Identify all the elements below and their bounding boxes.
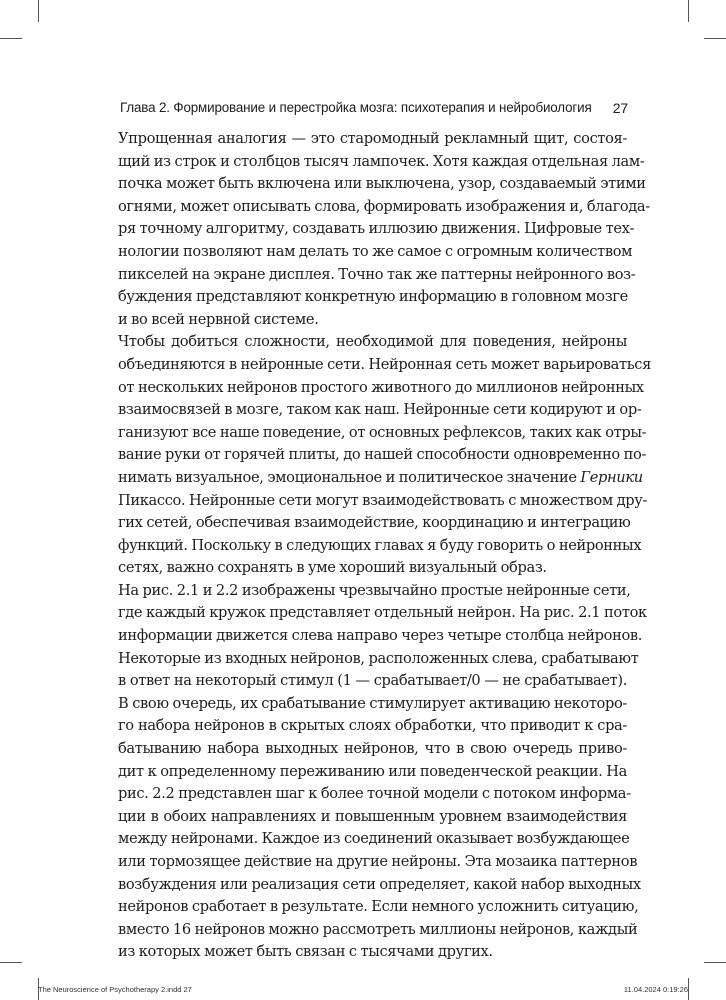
text-line: ции в обоих направлениях и повышенным уровнем взаимодействия bbox=[118, 807, 627, 825]
crop-mark bbox=[0, 38, 22, 39]
text-line: возбуждения или реализация сети определяет, какой набор выходных bbox=[118, 875, 641, 893]
text-line: рис. 2.2 представлен шаг к более точной модели с потоком информа- bbox=[118, 785, 631, 803]
paragraph bbox=[118, 128, 650, 331]
text-line: информации движется слева направо через четыре столбца нейронов. bbox=[118, 627, 643, 645]
text-line: нейронов сработает в результате. Если немного усложнить ситуацию, bbox=[118, 898, 639, 916]
text-line: почка может быть включена или выключена, узор, создаваемый этими bbox=[118, 175, 646, 193]
text-line: буждения представляют конкретную информацию в головном мозге bbox=[118, 288, 628, 306]
text-line: батыванию набора выходных нейронов, что в свою очередь приво- bbox=[118, 740, 627, 758]
text-line: В свою очередь, их срабатывание стимулирует активацию некоторо- bbox=[118, 694, 627, 712]
crop-mark bbox=[0, 962, 22, 963]
footer-timestamp: 11.04.2024 0:19:26 bbox=[623, 985, 688, 994]
text-line: в ответ на некоторый стимул (1 — срабатывает/0 — не срабатывает). bbox=[118, 672, 627, 690]
paragraph bbox=[118, 580, 647, 964]
paragraph bbox=[118, 331, 651, 580]
text-line: между нейронами. Каждое из соединений оказывает возбуждающее bbox=[118, 830, 630, 848]
text-line: На рис. 2.1 и 2.2 изображены чрезвычайно простые нейронные сети, bbox=[118, 581, 631, 599]
body-text bbox=[118, 128, 651, 964]
text-line: щий из строк и столбцов тысяч лампочек. Хотя каждая отдельная лам- bbox=[118, 152, 645, 170]
text-line: огнями, может описывать слова, формировать изображения и, благода- bbox=[118, 197, 650, 215]
text-line: Чтобы добиться сложности, необходимой для поведения, нейроны bbox=[118, 333, 627, 351]
text-line: сетях, важно сохранять в уме хороший визуальный образ. bbox=[118, 559, 547, 577]
text-line: го набора нейронов в скрытых слоях обработки, что приводит к сра- bbox=[118, 717, 627, 735]
page-number: 27 bbox=[612, 100, 628, 116]
text-line: Пикассо. Нейронные сети могут взаимодействовать с множеством дру- bbox=[118, 491, 648, 509]
text-line: Некоторые из входных нейронов, расположенных слева, срабатывают bbox=[118, 649, 639, 667]
crop-mark bbox=[688, 0, 689, 22]
crop-mark bbox=[704, 962, 726, 963]
text-line: где каждый кружок представляет отдельный нейрон. На рис. 2.1 поток bbox=[118, 604, 647, 622]
crop-mark bbox=[38, 0, 39, 22]
running-head bbox=[120, 100, 628, 120]
text-line: дит к определенному переживанию или поведенческой реакции. На bbox=[118, 762, 627, 780]
text-line: вание руки от горячей плиты, до нашей способности одновременно по- bbox=[118, 446, 647, 464]
text-line: ганизуют все наше поведение, от основных рефлексов, таких как отры- bbox=[118, 423, 647, 441]
text-line: вместо 16 нейронов можно рассмотреть миллионы нейронов, каждый bbox=[118, 920, 638, 938]
text-line: от нескольких нейронов простого животного до миллионов нейронных bbox=[118, 378, 644, 396]
text-line: Упрощенная аналогия — это старомодный рекламный щит, состоя- bbox=[118, 130, 627, 147]
chapter-title: Глава 2. Формирование и перестройка мозга: психотерапия и нейробиология bbox=[120, 100, 592, 115]
text-line: пикселей на экране дисплея. Точно так же паттерны нейронного воз- bbox=[118, 265, 636, 283]
text-line: гих сетей, обеспечивая взаимодействие, координацию и интеграцию bbox=[118, 514, 631, 532]
crop-mark bbox=[704, 38, 726, 39]
text-line: нимать визуальное, эмоциональное и политическое значение Герники bbox=[118, 468, 643, 486]
text-line: нологии позволяют нам делать то же самое с огромным количеством bbox=[118, 242, 633, 260]
crop-mark bbox=[688, 978, 689, 1000]
footer-file-info: The Neuroscience of Psychotherapy 2.indd 27 bbox=[38, 985, 192, 994]
text-line: или тормозящее действие на другие нейроны. Эта мозаика паттернов bbox=[118, 853, 638, 870]
text-line: из которых может быть связан с тысячами других. bbox=[118, 943, 493, 961]
text-line: взаимосвязей в мозге, таком как наш. Нейронные сети кодируют и ор- bbox=[118, 401, 642, 419]
text-line: ря точному алгоритму, создавать иллюзию движения. Цифровые тех- bbox=[118, 220, 635, 238]
text-line: функций. Поскольку в следующих главах я буду говорить о нейронных bbox=[118, 536, 642, 554]
text-line: объединяются в нейронные сети. Нейронная сеть может варьироваться bbox=[118, 355, 651, 373]
text-line: и во всей нервной системе. bbox=[118, 310, 319, 328]
italic-title: Герники bbox=[580, 468, 643, 486]
